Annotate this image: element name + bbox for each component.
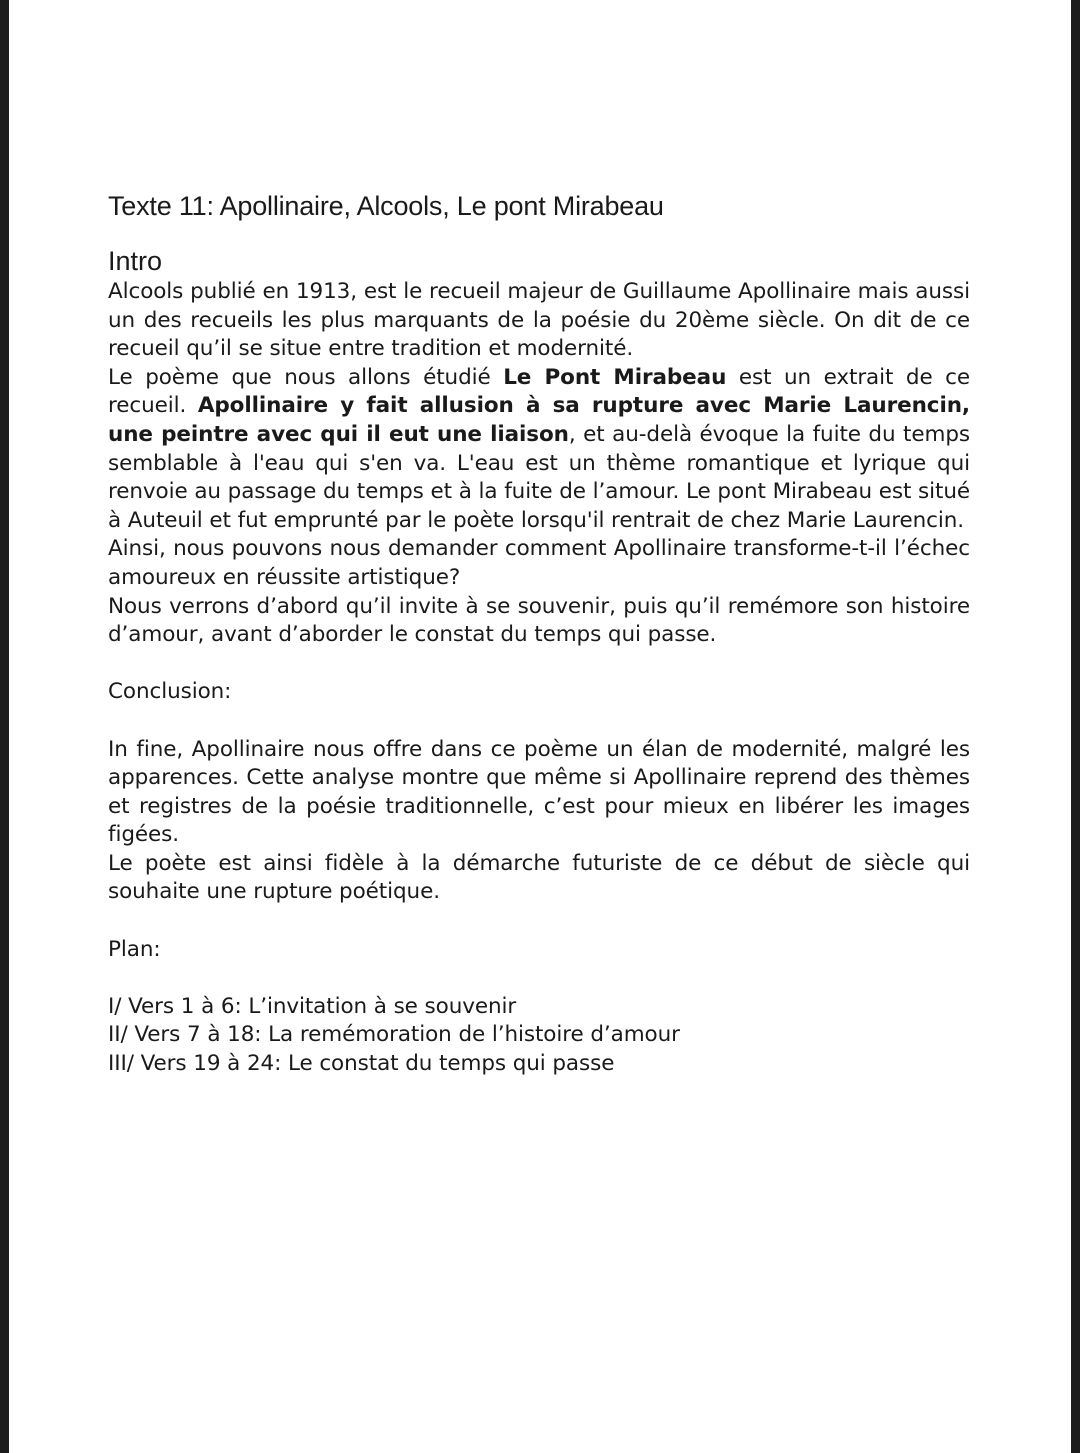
- plan-list: [108, 993, 970, 1079]
- intro-p2-text-a: Le poème que nous allons étudié: [108, 364, 504, 390]
- intro-p2-text-e: , et au-delà évoque la fuite du temps semblable à l'eau qui s'en va. L'eau est un thème romantique et lyrique qui renvoie au passage du temps et à la fuite de l’amour. Le pont Mirabeau est situé à Auteuil et fut emprunté par le poète lorsqu'il rentrait de chez Marie Laurencin.: [108, 421, 970, 533]
- spacer: [108, 964, 970, 993]
- intro-heading: Intro: [108, 246, 163, 276]
- conclusion-paragraph-2: Le poète est ainsi fidèle à la démarche futuriste de ce début de siècle qui souhaite une rupture poétique.: [108, 850, 970, 905]
- document-body: [108, 186, 970, 1079]
- conclusion-heading: Conclusion:: [108, 679, 232, 705]
- intro-paragraph-1: Alcools publié en 1913, est le recueil majeur de Guillaume Apollinaire mais aussi un des recueils les plus marquants de la poésie du 20ème siècle. On dit de ce recueil qu’il se situe entre tradition et modernité.: [108, 279, 970, 362]
- plan-item: II/ Vers 7 à 18: La remémoration de l’histoire d’amour: [108, 1022, 680, 1048]
- document-title: Texte 11: Apollinaire, Alcools, Le pont Mirabeau: [108, 191, 664, 221]
- announcement-paragraph: Nous verrons d’abord qu’il invite à se souvenir, puis qu’il remémore son histoire d’amour, avant d’aborder le constat du temps qui passe.: [108, 593, 970, 648]
- document-page: [9, 0, 1071, 1453]
- poem-title-bold: Le Pont Mirabeau: [503, 364, 727, 390]
- intro-paragraph-2: [108, 364, 970, 536]
- conclusion-paragraph-1: In fine, Apollinaire nous offre dans ce poème un élan de modernité, malgré les apparences. Cette analyse montre que même si Apollinaire reprend des thèmes et registres de la poésie traditionnelle, c’est pour mieux en libérer les images figées.: [108, 736, 970, 848]
- intro-section: [108, 278, 970, 650]
- plan-item: I/ Vers 1 à 6: L’invitation à se souvenir: [108, 993, 517, 1019]
- plan-item: III/ Vers 19 à 24: Le constat du temps qui passe: [108, 1051, 615, 1077]
- problematic-paragraph: Ainsi, nous pouvons nous demander comment Apollinaire transforme-t-il l’échec amoureux en réussite artistique?: [108, 536, 970, 590]
- intro-p2-text-c: est un extrait de ce recueil.: [108, 364, 970, 419]
- plan-heading: Plan:: [108, 936, 161, 962]
- conclusion-section: [108, 736, 970, 908]
- rupture-allusion-bold: Apollinaire y fait allusion à sa rupture avec Marie Laurencin, une peintre avec qui il eut une liaison: [108, 393, 970, 447]
- spacer: [108, 650, 970, 679]
- spacer: [108, 707, 970, 736]
- spacer: [108, 907, 970, 936]
